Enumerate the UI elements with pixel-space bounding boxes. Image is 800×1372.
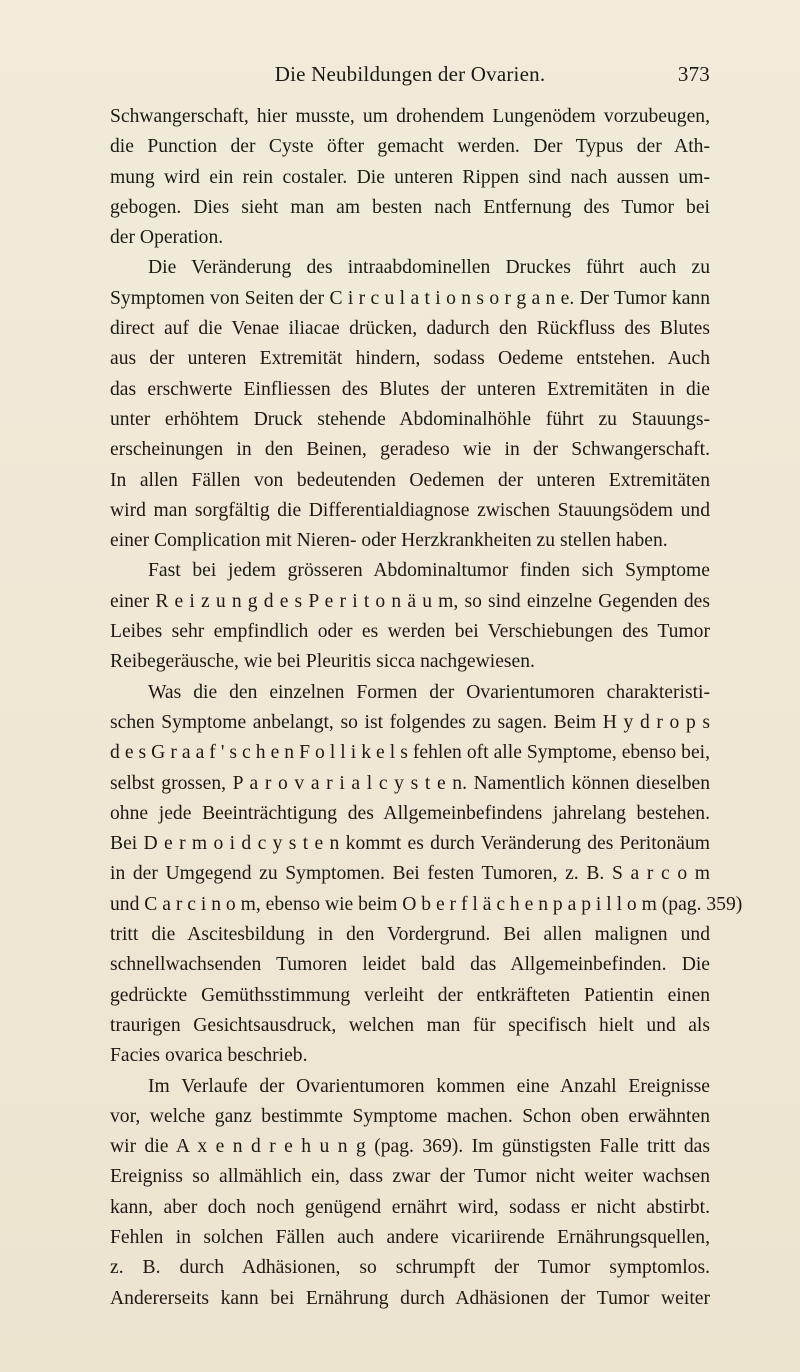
text-line: schnellwachsenden Tumoren leidet bald das Allgemeinbefinden. Die — [110, 954, 710, 976]
text-line: d e s G r a a f ' s c h e n F o l l i k e l s fehlen oft alle Symptome, ebenso bei, — [110, 742, 710, 764]
text-line: gedrückte Gemüthsstimmung verleiht der entkräfteten Patientin einen — [110, 984, 710, 1006]
text-line: Im Verlaufe der Ovarientumoren kommen eine Anzahl Ereignisse — [148, 1075, 710, 1097]
text-line: Leibes sehr empfindlich oder es werden bei Verschiebungen des Tumor — [110, 621, 710, 643]
text-line: wir die A x e n d r e h u n g (pag. 369). Im günstigsten Falle tritt das — [110, 1136, 710, 1158]
text-line: in der Umgegend zu Symptomen. Bei festen Tumoren, z. B. S a r c o m — [110, 863, 710, 885]
text-line: Andererseits kann bei Ernährung durch Adhäsionen der Tumor weiter — [110, 1287, 710, 1309]
text-line: mung wird ein rein costaler. Die unteren Rippen sind nach aussen um- — [110, 166, 710, 188]
page-number: 373 — [677, 62, 710, 86]
text-line: vor, welche ganz bestimmte Symptome machen. Schon oben erwähnten — [110, 1105, 710, 1127]
text-line: einer Complication mit Nieren- oder Herzkrankheiten zu stellen haben. — [110, 530, 668, 552]
body-text — [110, 102, 743, 1314]
text-line: Reibegeräusche, wie bei Pleuritis sicca nachgewiesen. — [110, 651, 535, 673]
running-head — [110, 62, 710, 92]
text-line: Ereigniss so allmählich ein, dass zwar der Tumor nicht weiter wachsen — [110, 1166, 710, 1188]
text-line: gebogen. Dies sieht man am besten nach Entfernung des Tumor bei — [110, 196, 710, 218]
text-line: die Punction der Cyste öfter gemacht werden. Der Typus der Ath- — [110, 136, 710, 158]
text-line: einer R e i z u n g d e s P e r i t o n ä u m, so sind einzelne Gegenden des — [110, 590, 710, 612]
text-line: Schwangerschaft, hier musste, um drohendem Lungenödem vorzubeugen, — [110, 106, 710, 127]
text-line: Bei D e r m o i d c y s t e n kommt es durch Veränderung des Peritonäum — [110, 833, 710, 855]
text-line: z. B. durch Adhäsionen, so schrumpft der Tumor symptomlos. — [110, 1257, 710, 1279]
text-line: und C a r c i n o m, ebenso wie beim O b e r f l ä c h e n p a p i l l o m (pag. 359) — [110, 893, 743, 915]
text-line: Was die den einzelnen Formen der Ovarientumoren charakteristi- — [148, 681, 710, 703]
text-line: ohne jede Beeinträchtigung des Allgemeinbefindens jahrelang bestehen. — [110, 802, 710, 824]
text-line: tritt die Ascitesbildung in den Vordergrund. Bei allen malignen und — [110, 924, 710, 946]
text-line: Die Veränderung des intraabdominellen Druckes führt auch zu — [148, 257, 710, 279]
text-line: selbst grossen, P a r o v a r i a l c y s t e n. Namentlich können dieselben — [110, 772, 710, 794]
text-line: direct auf die Venae iliacae drücken, dadurch den Rückfluss des Blutes — [110, 318, 710, 340]
text-line: schen Symptome anbelangt, so ist folgendes zu sagen. Beim H y d r o p s — [110, 711, 710, 733]
text-line: Fehlen in solchen Fällen auch andere vicariirende Ernährungsquellen, — [110, 1226, 710, 1248]
text-line: Facies ovarica beschrieb. — [110, 1045, 308, 1067]
text-line: Symptomen von Seiten der C i r c u l a t i o n s o r g a n e. Der Tumor kann — [110, 287, 710, 309]
text-line: aus der unteren Extremität hindern, sodass Oedeme entstehen. Auch — [110, 348, 710, 370]
text-line: kann, aber doch noch genügend ernährt wird, sodass er nicht abstirbt. — [110, 1196, 710, 1218]
text-line: Fast bei jedem grösseren Abdominaltumor finden sich Symptome — [148, 560, 710, 582]
text-line: wird man sorgfältig die Differentialdiagnose zwischen Stauungsödem und — [110, 499, 710, 521]
text-line: der Operation. — [110, 227, 224, 249]
text-line: das erschwerte Einfliessen des Blutes der unteren Extremitäten in die — [110, 378, 710, 400]
text-line: unter erhöhtem Druck stehende Abdominalhöhle führt zu Stauungs- — [110, 408, 710, 430]
text-line: erscheinungen in den Beinen, geradeso wie in der Schwangerschaft. — [110, 439, 710, 461]
running-title: Die Neubildungen der Ovarien. — [274, 62, 546, 86]
text-line: traurigen Gesichtsausdruck, welchen man für specifisch hielt und als — [110, 1014, 710, 1036]
text-line: In allen Fällen von bedeutenden Oedemen der unteren Extremitäten — [110, 469, 710, 491]
